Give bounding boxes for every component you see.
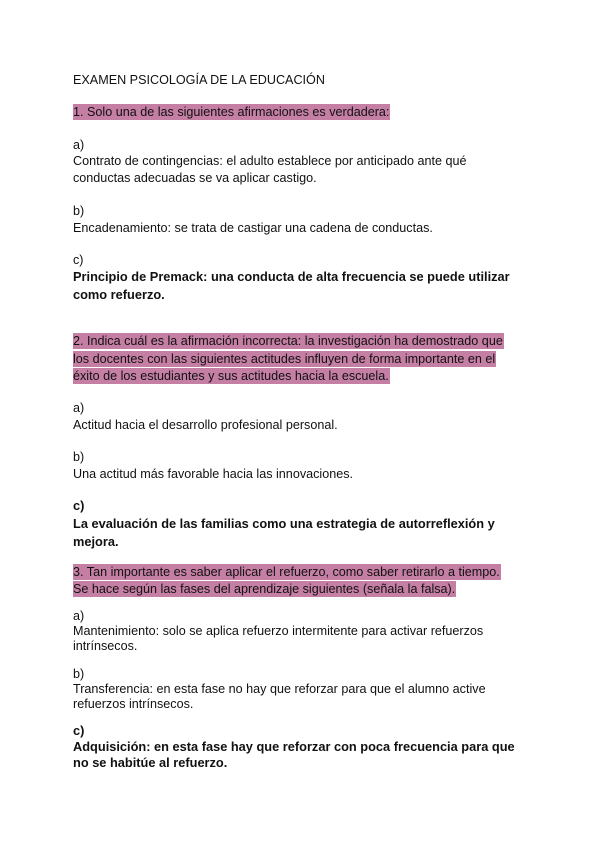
q2-option-a: Actitud hacia el desarrollo profesional personal. <box>73 418 338 432</box>
question-2: 2. Indica cuál es la afirmación incorrecta: la investigación ha demostrado que <box>73 334 503 348</box>
q1-option-c-label: c) <box>73 253 84 267</box>
q2-option-c-correct: La evaluación de las familias como una estrategia de autorreflexión y <box>73 516 495 531</box>
q1-option-c-correct: como refuerzo. <box>73 287 165 302</box>
q3-option-a: Mantenimiento: solo se aplica refuerzo intermitente para activar refuerzos <box>73 624 484 638</box>
q2-option-b: Una actitud más favorable hacia las innovaciones. <box>73 467 354 481</box>
q1-option-b-label: b) <box>73 204 85 218</box>
q3-option-c-correct: no se habitúe al refuerzo. <box>73 755 228 770</box>
q2-option-c-label: c) <box>73 498 85 513</box>
question-2: éxito de los estudiantes y sus actitudes hacia la escuela. <box>73 369 389 383</box>
q3-option-a-label: a) <box>73 609 85 623</box>
q2-option-b-label: b) <box>73 450 85 464</box>
question-3: 3. Tan importante es saber aplicar el refuerzo, como saber retirarlo a tiempo. <box>73 565 500 579</box>
question-3: Se hace según las fases del aprendizaje siguientes (señala la falsa). <box>73 582 456 596</box>
q3-option-c-correct: Adquisición: en esta fase hay que reforzar con poca frecuencia para que <box>73 739 515 754</box>
q3-option-b: refuerzos intrínsecos. <box>73 697 194 711</box>
q2-option-c-correct: mejora. <box>73 534 119 549</box>
q3-option-b: Transferencia: en esta fase no hay que reforzar para que el alumno active <box>73 682 486 696</box>
q3-option-a: intrínsecos. <box>73 639 138 653</box>
q1-option-c-correct: Principio de Premack: una conducta de alta frecuencia se puede utilizar <box>73 269 510 284</box>
q2-option-a-label: a) <box>73 401 85 415</box>
q1-option-a: conductas adecuadas se va aplicar castigo. <box>73 171 317 185</box>
question-1: 1. Solo una de las siguientes afirmaciones es verdadera: <box>73 105 390 119</box>
question-2: los docentes con las siguientes actitudes influyen de forma importante en el <box>73 352 496 366</box>
q3-option-c-label: c) <box>73 723 85 738</box>
q3-option-b-label: b) <box>73 667 85 681</box>
q1-option-a: Contrato de contingencias: el adulto establece por anticipado ante qué <box>73 154 467 168</box>
document-title: EXAMEN PSICOLOGÍA DE LA EDUCACIÓN <box>73 73 325 87</box>
q1-option-b: Encadenamiento: se trata de castigar una cadena de conductas. <box>73 221 433 235</box>
q1-option-a-label: a) <box>73 138 85 152</box>
